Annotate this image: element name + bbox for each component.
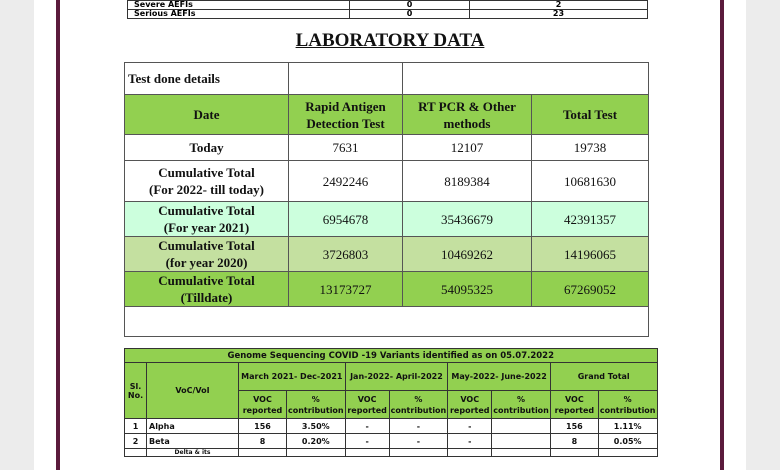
- aefi-value: 2: [470, 1, 648, 10]
- cell-value: 0.20%: [287, 434, 346, 449]
- cell-value: [492, 419, 551, 434]
- cell-value: 14196065: [532, 237, 649, 272]
- variant-name: Beta: [147, 434, 239, 449]
- cell-value: 13173727: [289, 272, 403, 307]
- genome-title-row: [125, 349, 658, 363]
- page-border-left: [56, 0, 60, 470]
- aefi-label: Severe AEFIs: [128, 1, 350, 10]
- row-label: Cumulative Total (for year 2020): [125, 237, 289, 272]
- cell-value: 1.11%: [598, 419, 657, 434]
- table-row: [125, 272, 649, 307]
- cell-value: -: [389, 419, 448, 434]
- cell-value: -: [345, 434, 389, 449]
- voc-reported-header: VOC reported: [448, 391, 492, 419]
- cell-value: 42391357: [532, 202, 649, 237]
- cell-value: 35436679: [403, 202, 532, 237]
- period-header: Grand Total: [550, 363, 657, 391]
- header-rtpcr: RT PCR & Other methods: [403, 95, 532, 135]
- cell-value: 12107: [403, 135, 532, 161]
- cell-value: 8: [239, 434, 287, 449]
- cell-value: 67269052: [532, 272, 649, 307]
- cell-value: 8189384: [403, 161, 532, 202]
- pct-header: % contribution: [598, 391, 657, 419]
- row-label: Cumulative Total (Tilldate): [125, 272, 289, 307]
- cell-value: 6954678: [289, 202, 403, 237]
- row-label: Cumulative Total (For 2022- till today): [125, 161, 289, 202]
- cell-value: 7631: [289, 135, 403, 161]
- aefi-label: Serious AEFIs: [128, 10, 350, 19]
- sl-cell: 2: [125, 434, 147, 449]
- table-row-cut: [125, 449, 658, 457]
- voc-reported-header: VOC reported: [550, 391, 598, 419]
- voc-reported-header: VOC reported: [239, 391, 287, 419]
- period-header: Jan-2022- April-2022: [345, 363, 448, 391]
- cell-value: [492, 434, 551, 449]
- details-label: Test done details: [125, 63, 289, 95]
- table-row: [125, 161, 649, 202]
- cell-value: 54095325: [403, 272, 532, 307]
- aefi-row: [128, 1, 648, 10]
- table-row: [125, 237, 649, 272]
- table-row: [125, 63, 649, 95]
- cell-value: 156: [550, 419, 598, 434]
- cell-value: 0.05%: [598, 434, 657, 449]
- genome-title: Genome Sequencing COVID -19 Variants identified as on 05.07.2022: [125, 349, 658, 363]
- sl-header: Sl. No.: [125, 363, 147, 419]
- voc-reported-header: VOC reported: [345, 391, 389, 419]
- pct-header: % contribution: [287, 391, 346, 419]
- table-row: [125, 434, 658, 449]
- row-label: Cumulative Total (For year 2021): [125, 202, 289, 237]
- table-row-empty: [125, 307, 649, 337]
- cell-value: -: [448, 434, 492, 449]
- cell-value: 8: [550, 434, 598, 449]
- table-row: [125, 419, 658, 434]
- header-rapid: Rapid Antigen Detection Test: [289, 95, 403, 135]
- aefi-value: 0: [350, 1, 470, 10]
- cell-value: -: [345, 419, 389, 434]
- period-header: May-2022- June-2022: [448, 363, 551, 391]
- cell-value: 10681630: [532, 161, 649, 202]
- genome-table: [124, 348, 658, 457]
- header-total: Total Test: [532, 95, 649, 135]
- sl-cell: 1: [125, 419, 147, 434]
- lab-title: LABORATORY DATA: [295, 30, 485, 51]
- pct-header: % contribution: [389, 391, 448, 419]
- cell-value: 156: [239, 419, 287, 434]
- cell-value: 10469262: [403, 237, 532, 272]
- aefi-value: 0: [350, 10, 470, 19]
- cell-value: 19738: [532, 135, 649, 161]
- genome-period-row: [125, 363, 658, 391]
- voc-header: VoC/VoI: [147, 363, 239, 419]
- aefi-row: [128, 10, 648, 19]
- table-row: [125, 135, 649, 161]
- variant-name: Delta & its: [147, 449, 239, 457]
- table-header-row: [125, 95, 649, 135]
- cell-value: -: [389, 434, 448, 449]
- table-row: [125, 202, 649, 237]
- aefi-table: [127, 0, 648, 19]
- period-header: March 2021- Dec-2021: [239, 363, 346, 391]
- row-label: Today: [125, 135, 289, 161]
- aefi-value: 23: [470, 10, 648, 19]
- cell-value: -: [448, 419, 492, 434]
- header-date: Date: [125, 95, 289, 135]
- variant-name: Alpha: [147, 419, 239, 434]
- laboratory-table: [124, 62, 649, 337]
- cell-value: 3.50%: [287, 419, 346, 434]
- cell-value: 3726803: [289, 237, 403, 272]
- pct-header: % contribution: [492, 391, 551, 419]
- page-border-right: [720, 0, 724, 470]
- cell-value: 2492246: [289, 161, 403, 202]
